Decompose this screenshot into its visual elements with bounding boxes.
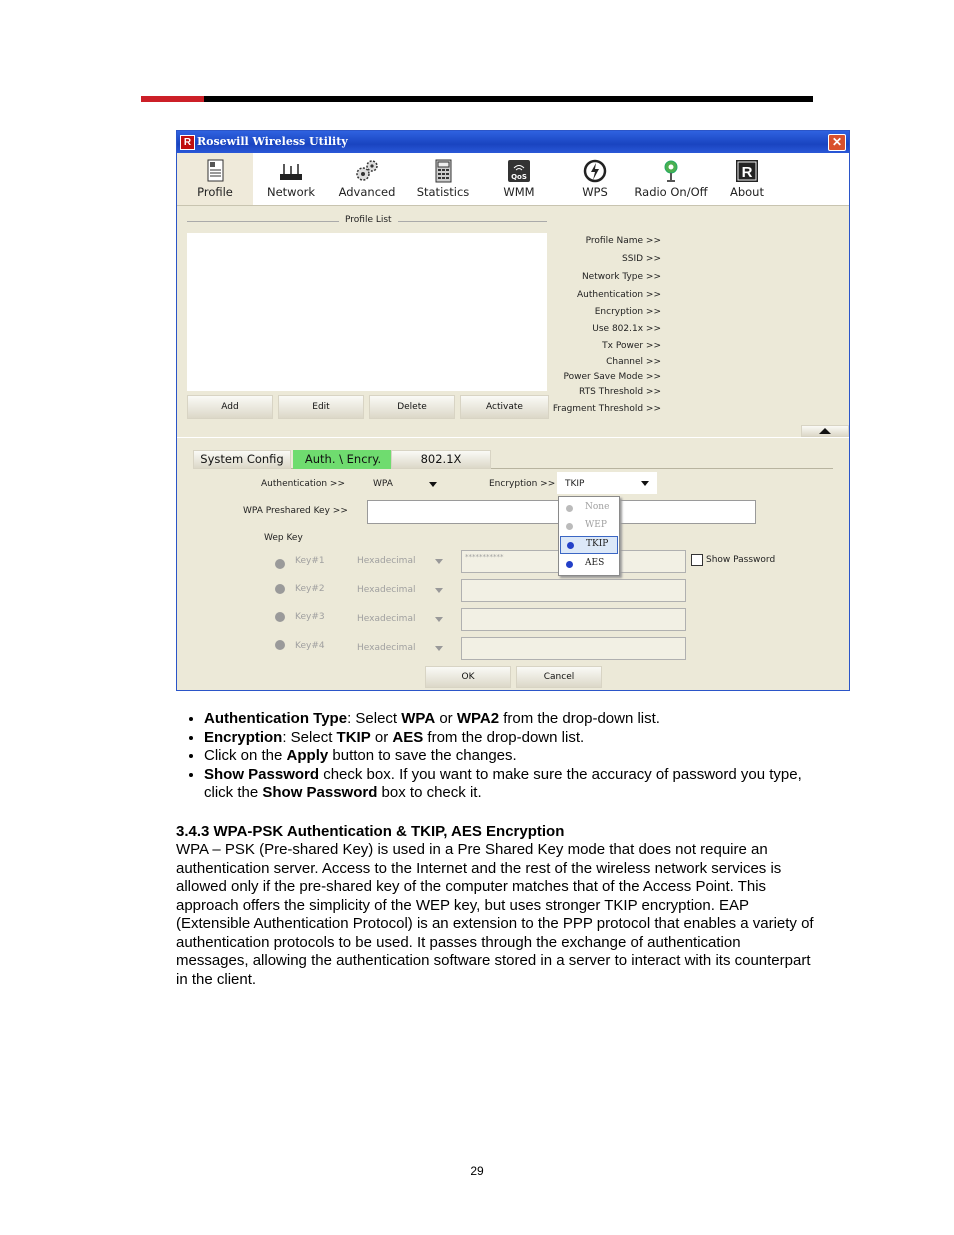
encryption-select[interactable] (557, 472, 657, 494)
toolbar (177, 153, 849, 206)
detail-power-save: Power Save Mode >> (563, 372, 661, 382)
tab-8021x[interactable]: 802.1X (391, 450, 491, 469)
toolbar-label: WMM (503, 185, 535, 199)
option-wep[interactable] (559, 517, 619, 535)
toolbar-wps[interactable] (557, 153, 633, 205)
psk-label: WPA Preshared Key >> (243, 506, 348, 516)
title-bar (177, 131, 849, 153)
toolbar-about[interactable] (709, 153, 785, 205)
detail-profile-name: Profile Name >> (585, 236, 661, 246)
qos-icon (506, 159, 532, 183)
show-password-checkbox[interactable] (691, 554, 703, 566)
bullet-show-password: • Show Password check box. If you want to make sure the accuracy of password you type, click the Show Password box to check it. (204, 766, 816, 803)
qos-label: QoS (511, 173, 527, 181)
window-title: Rosewill Wireless Utility (197, 135, 348, 148)
section-divider (177, 437, 849, 438)
key3-format[interactable]: Hexadecimal (357, 614, 416, 624)
key1-label: Key#1 (295, 556, 325, 566)
key1-value: *********** (465, 553, 504, 561)
bullet-icon (566, 523, 573, 530)
authentication-label: Authentication >> (261, 479, 346, 489)
detail-tx-power: Tx Power >> (602, 341, 661, 351)
bullet-apply: • Click on the Apply button to save the changes. (204, 747, 816, 766)
profile-icon (202, 159, 228, 183)
bullet-icon (566, 505, 573, 512)
router-icon (278, 159, 304, 183)
key4-label: Key#4 (295, 641, 325, 651)
key2-label: Key#2 (295, 584, 325, 594)
wep-key-label: Wep Key (264, 533, 303, 543)
toolbar-wmm[interactable] (481, 153, 557, 205)
authentication-select[interactable] (367, 473, 447, 495)
chevron-down-icon (429, 482, 437, 487)
header-rule-accent (141, 96, 204, 102)
chevron-down-icon (435, 617, 443, 622)
wps-icon (582, 159, 608, 183)
option-tkip-label: TKIP (586, 539, 609, 549)
authentication-value: WPA (373, 479, 393, 489)
option-aes[interactable] (559, 555, 619, 573)
header-rule (141, 96, 813, 102)
key4-input[interactable] (461, 637, 686, 660)
toolbar-radio[interactable] (633, 153, 709, 205)
key2-radio[interactable] (275, 584, 285, 594)
about-letter: R (741, 164, 753, 181)
about-icon (734, 159, 760, 183)
toolbar-label: Statistics (416, 185, 470, 199)
toolbar-label: Profile (197, 185, 233, 199)
detail-network-type: Network Type >> (581, 272, 661, 282)
bullet-list (176, 710, 816, 803)
page-number: 29 (470, 1164, 484, 1178)
chevron-down-icon (435, 646, 443, 651)
toolbar-label: Advanced (338, 185, 396, 199)
detail-fragment-threshold: Fragment Threshold >> (552, 404, 661, 414)
cancel-button[interactable]: Cancel (516, 666, 602, 688)
encryption-value: TKIP (565, 479, 585, 489)
detail-ssid: SSID >> (622, 254, 661, 264)
option-none-label: None (585, 502, 610, 512)
key2-format[interactable]: Hexadecimal (357, 585, 416, 595)
toolbar-label: About (729, 185, 764, 199)
encryption-dropdown (558, 496, 620, 576)
delete-button[interactable]: Delete (369, 395, 455, 419)
bullet-icon (567, 542, 574, 549)
detail-use-8021x: Use 802.1x >> (592, 324, 661, 334)
calculator-icon (430, 159, 456, 183)
toolbar-label: Network (266, 185, 316, 199)
chevron-down-icon (435, 588, 443, 593)
toolbar-profile[interactable] (177, 153, 253, 205)
option-wep-label: WEP (585, 520, 607, 530)
collapse-button[interactable] (801, 425, 849, 437)
section-body: WPA – PSK (Pre-shared Key) is used in a Pre Shared Key mode that does not require an authentication server. Access to the Internet and the rest of the wireless network services is allowed only if the pre-shared key of the computer matches that of the Access Point. This approach offers the simplicity of the WEP key, but uses stronger TKIP encryption. EAP (Extensible Authentication Protocol) is an extension to the PPP protocol that enables a variety of authentication protocols to be used. It passes through the exchange of authentication messages, allowing the authentication software stored in a server to interact with its counterpart in the client. (176, 841, 814, 988)
key4-format[interactable]: Hexadecimal (357, 643, 416, 653)
key3-radio[interactable] (275, 612, 285, 622)
bullet-icon (566, 561, 573, 568)
edit-button[interactable]: Edit (278, 395, 364, 419)
ok-button[interactable]: OK (425, 666, 511, 688)
gears-icon (354, 159, 380, 183)
key1-format[interactable]: Hexadecimal (357, 556, 416, 566)
detail-authentication: Authentication >> (576, 290, 661, 300)
tab-auth-encry[interactable]: Auth. \ Encry. (293, 450, 393, 469)
chevron-down-icon (641, 481, 649, 486)
option-tkip[interactable] (560, 536, 618, 554)
profile-list-box[interactable] (187, 233, 547, 391)
app-logo-icon: R (180, 135, 195, 150)
section-heading: 3.4.3 WPA-PSK Authentication & TKIP, AES Encryption (176, 823, 565, 840)
close-button[interactable]: ✕ (828, 134, 846, 151)
key1-radio[interactable] (275, 559, 285, 569)
option-none[interactable] (559, 499, 619, 517)
key3-label: Key#3 (295, 612, 325, 622)
toolbar-label: Radio On/Off (634, 185, 708, 199)
radio-icon (658, 159, 684, 183)
key4-radio[interactable] (275, 640, 285, 650)
key2-input[interactable] (461, 579, 686, 602)
detail-channel: Channel >> (606, 357, 661, 367)
toolbar-label: WPS (582, 185, 608, 199)
detail-rts-threshold: RTS Threshold >> (579, 387, 661, 397)
tab-system-config[interactable]: System Config (193, 450, 291, 469)
option-aes-label: AES (585, 558, 605, 568)
key3-input[interactable] (461, 608, 686, 631)
chevron-down-icon (435, 559, 443, 564)
toolbar-statistics[interactable] (405, 153, 481, 205)
detail-encryption: Encryption >> (594, 307, 661, 317)
encryption-label: Encryption >> (489, 479, 556, 489)
toolbar-advanced[interactable] (329, 153, 405, 205)
toolbar-network[interactable] (253, 153, 329, 205)
bullet-encryption: • Encryption: Select TKIP or AES from the drop-down list. (204, 729, 816, 748)
add-button[interactable]: Add (187, 395, 273, 419)
bullet-auth-type: • Authentication Type: Select WPA or WPA2 from the drop-down list. (204, 710, 816, 729)
show-password-label: Show Password (706, 555, 776, 565)
arrow-up-icon (819, 428, 831, 434)
utility-window (176, 130, 850, 691)
profile-list-heading: Profile List (339, 215, 398, 225)
activate-button[interactable]: Activate (460, 395, 549, 419)
